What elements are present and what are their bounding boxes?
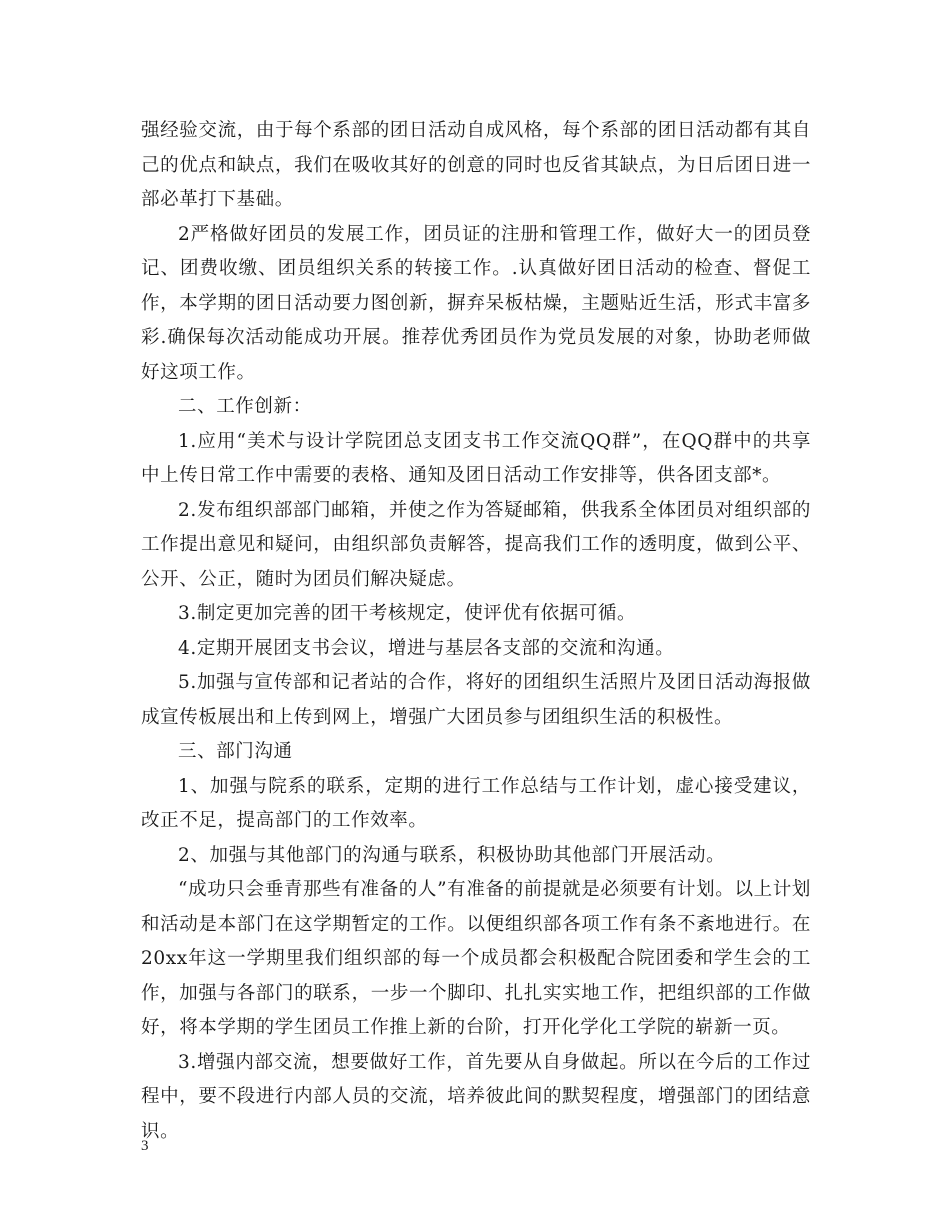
paragraph-innovation-4: 4.定期开展团支书会议，增进与基层各支部的交流和沟通。: [178, 637, 675, 659]
page-number: 3: [141, 1138, 149, 1154]
paragraph-innovation-2: 2.发布组织部部门邮箱，并使之作为答疑邮箱，供我系全体团员对组织部的工作提出意见和疑问，由组织部负责解答，提高我们工作的透明度，做到公平、公开、公正，随时为团员们解决疑虑。: [141, 499, 811, 590]
paragraph-communication-2: 2、加强与其他部门的沟通与联系，积极协助其他部门开展活动。: [178, 844, 726, 866]
paragraph-communication-1: 1、加强与院系的联系，定期的进行工作总结与工作计划，虚心接受建议，改正不足，提高部门的工作效率。: [141, 775, 811, 831]
paragraph-innovation-1: 1.应用“美术与设计学院团总支团支书工作交流QQ群”，在QQ群中的共享中上传日常工作中需要的表格、通知及团日活动工作安排等，供各团支部*。: [141, 430, 811, 486]
paragraph-internal-communication: 3.增强内部交流，想要做好工作，首先要从自身做起。所以在今后的工作过程中，要不段进行内部人员的交流，培养彼此间的默契程度，增强部门的团结意识。: [141, 1051, 811, 1142]
paragraph-innovation-3: 3.制定更加完善的团干考核规定，使评优有依据可循。: [178, 603, 637, 624]
paragraph-member-development: 2严格做好团员的发展工作，团员证的注册和管理工作，做好大一的团员登记、团费收缴、团员组织关系的转接工作。.认真做好团日活动的检查、督促工作，本学期的团日活动要力图创新，摒弃呆板枯燥，主题贴近生活，形式丰富多彩.确保每次活动能成功开展。推荐优秀团员作为党员发展的对象，协助老师做好这项工作。: [141, 223, 811, 383]
section-heading-work-innovation: 二、工作创新：: [178, 396, 312, 417]
section-heading-department-communication: 三、部门沟通: [178, 741, 293, 762]
document-body: [141, 114, 811, 1149]
paragraph-continuation: 强经验交流，由于每个系部的团日活动自成风格，每个系部的团日活动都有其自己的优点和缺点，我们在吸收其好的创意的同时也反省其缺点，为日后团日进一部必革打下基础。: [141, 120, 811, 210]
paragraph-innovation-5: 5.加强与宣传部和记者站的合作，将好的团组织生活照片及团日活动海报做成宣传板展出和上传到网上，增强广大团员参与团组织生活的积极性。: [141, 672, 811, 728]
paragraph-conclusion: “成功只会垂青那些有准备的人”有准备的前提就是必须要有计划。以上计划和活动是本部门在这学期暂定的工作。以便组织部各项工作有条不紊地进行。在20xx年这一学期里我们组织部的每一个成员都会积极配合院团委和学生会的工作，加强与各部门的联系，一步一个脚印、扎扎实实地工作，把组织部的工作做好，将本学期的学生团员工作推上新的台阶，打开化学化工学院的崭新一页。: [141, 879, 811, 1038]
